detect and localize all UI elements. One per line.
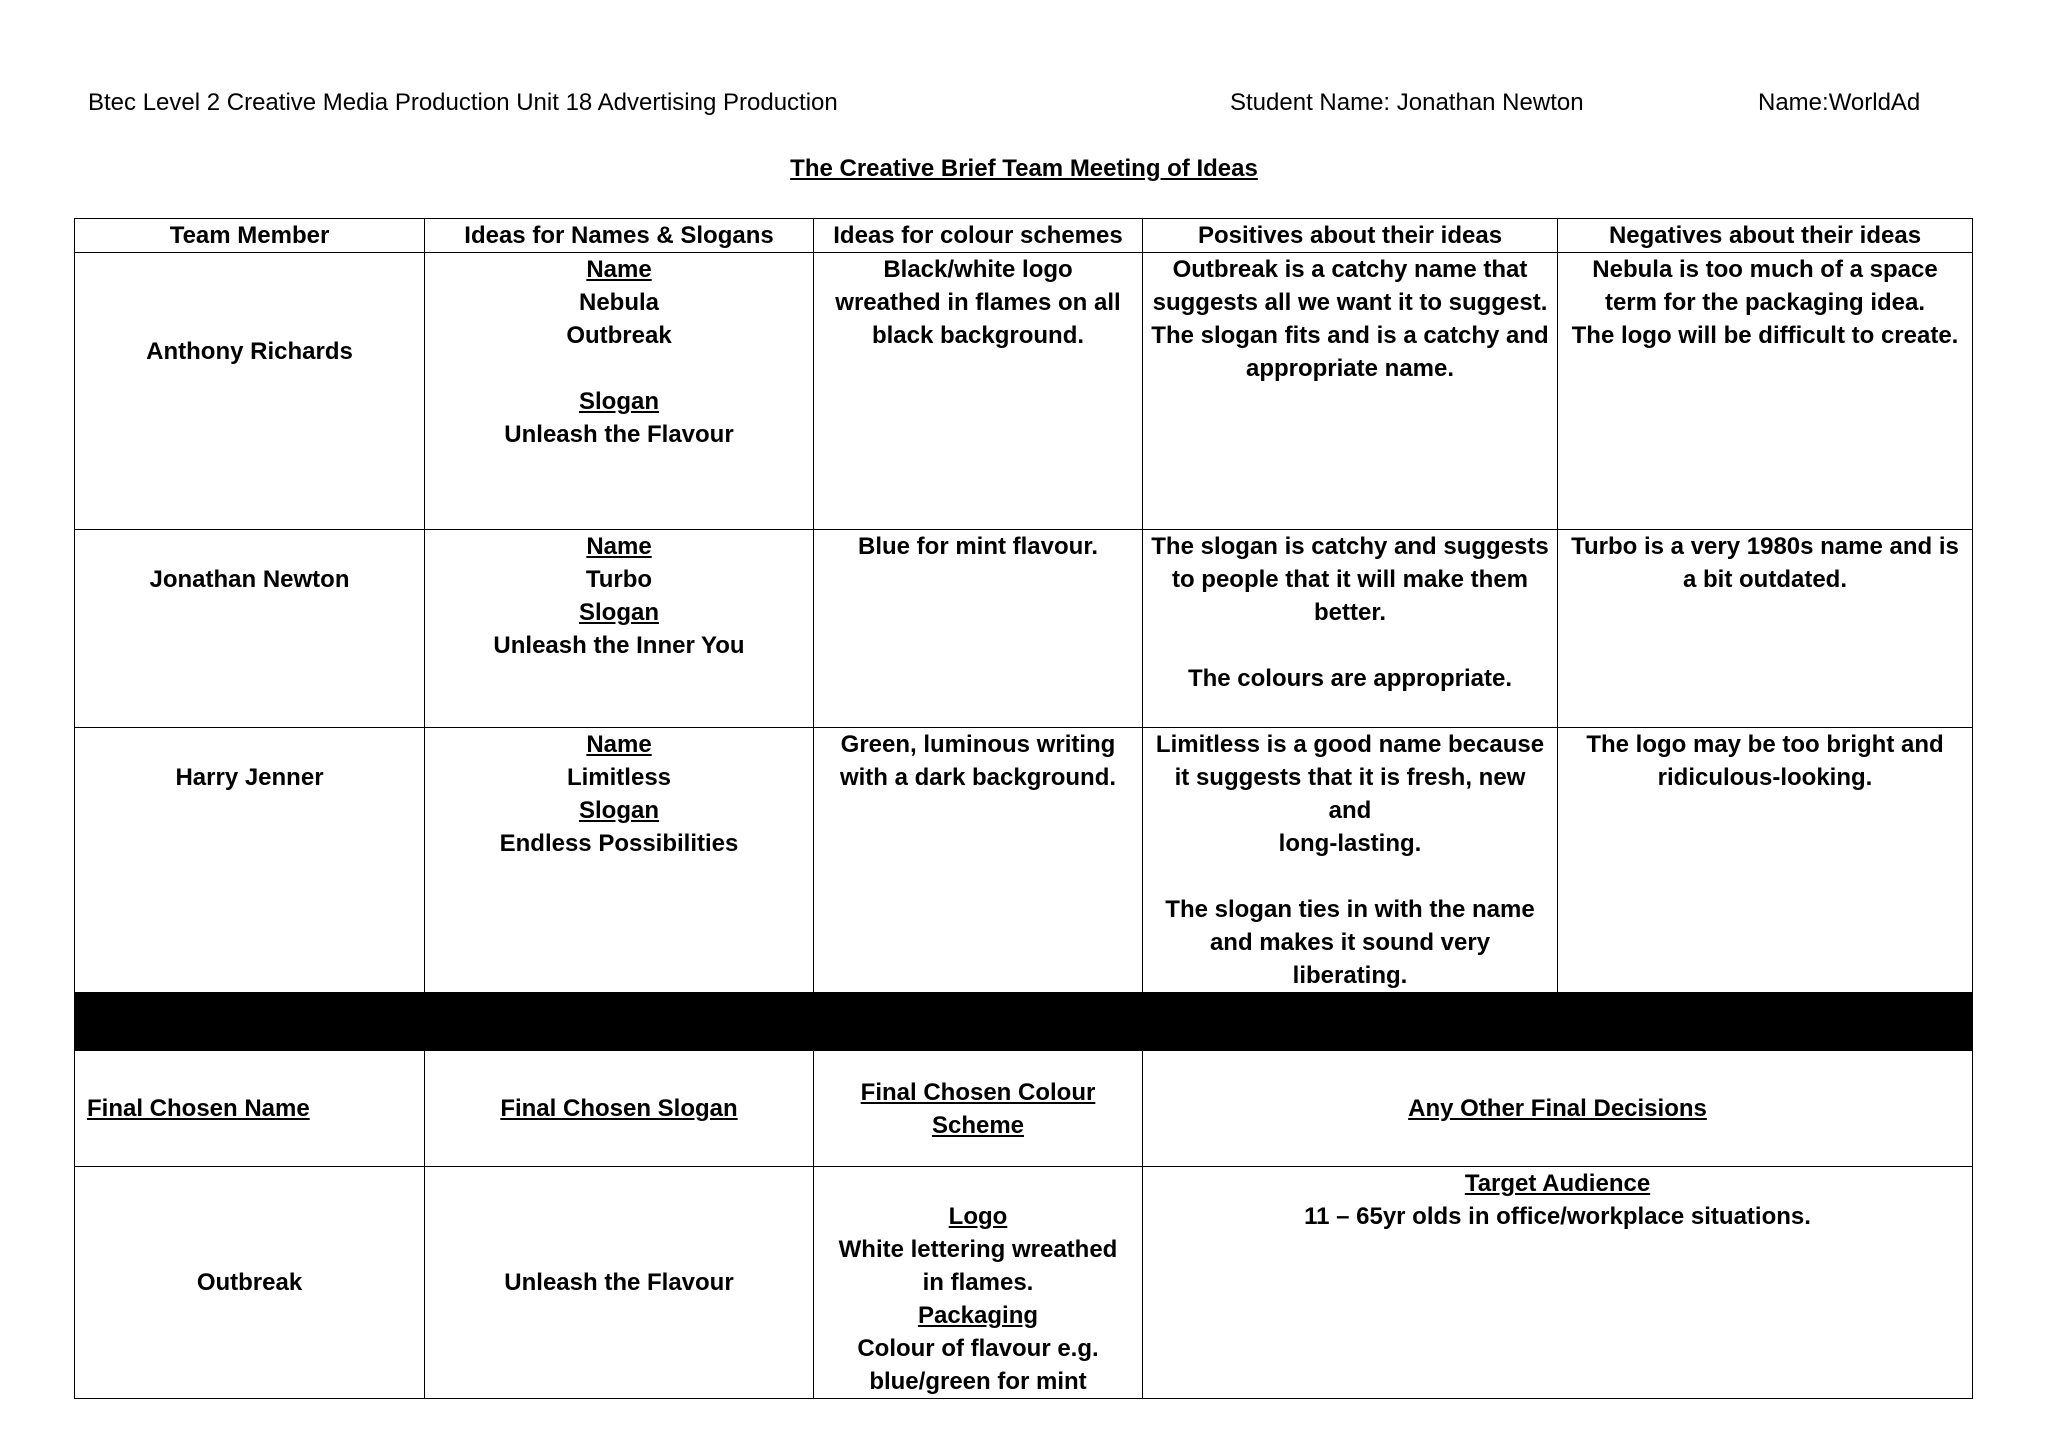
column-header-positives: Positives about their ideas: [1143, 219, 1558, 253]
separator-cell: [75, 993, 1973, 1051]
team-member-name: Harry Jenner: [175, 764, 324, 791]
final-colour-header-line: Scheme: [931, 1111, 1025, 1139]
positives-line: to people that it will make them: [1171, 566, 1529, 593]
colour-line: black background.: [871, 322, 1085, 349]
team-member-cell: [75, 728, 425, 993]
logo-line: White lettering wreathed: [838, 1236, 1118, 1263]
negatives-line: The logo will be difficult to create.: [1571, 322, 1959, 349]
slogan-label: Slogan: [578, 797, 659, 824]
negatives-cell: [1558, 530, 1973, 728]
name-idea: Outbreak: [566, 322, 672, 349]
slogan-idea: Endless Possibilities: [499, 830, 739, 857]
positives-line: better.: [1313, 599, 1387, 626]
colour-line: with a dark background.: [839, 764, 1117, 791]
slogan-idea: Unleash the Flavour: [504, 421, 734, 448]
final-colour-value: [814, 1167, 1143, 1399]
colour-line: wreathed in flames on all: [835, 289, 1121, 316]
name-label: Name: [586, 533, 652, 560]
final-colour-header: [814, 1051, 1143, 1167]
name-label: Name: [586, 731, 652, 758]
negatives-line: Nebula is too much of a space: [1592, 256, 1938, 283]
names-slogans-cell: [425, 253, 814, 530]
positives-line: Limitless is a good name because: [1155, 731, 1545, 758]
negatives-cell: [1558, 253, 1973, 530]
final-name-value: Outbreak: [75, 1167, 425, 1399]
table-header-row: [75, 219, 1973, 253]
name-idea: Limitless: [566, 764, 672, 791]
team-member-name: Jonathan Newton: [149, 566, 350, 593]
negatives-line: Turbo is a very 1980s name and is: [1571, 533, 1959, 560]
final-slogan-header: Final Chosen Slogan: [425, 1051, 814, 1167]
positives-line: suggests all we want it to suggest.: [1152, 289, 1548, 316]
table-row: [75, 728, 1973, 993]
positives-line: The slogan ties in with the name: [1165, 896, 1535, 923]
negatives-line: The logo may be too bright and: [1586, 731, 1944, 758]
table-row: [75, 253, 1973, 530]
final-header-row: [75, 1051, 1973, 1167]
project-name: Name:WorldAd: [1758, 89, 1921, 116]
spacer: [433, 352, 805, 385]
column-header-negatives: Negatives about their ideas: [1558, 219, 1973, 253]
names-slogans-cell: [425, 530, 814, 728]
spacer: [1151, 629, 1549, 662]
colour-cell: [814, 728, 1143, 993]
positives-line: long-lasting.: [1278, 830, 1422, 857]
slogan-label: Slogan: [578, 599, 659, 626]
separator-bar: [75, 993, 1973, 1051]
negatives-line: a bit outdated.: [1683, 566, 1847, 593]
final-values-row: [75, 1167, 1973, 1399]
target-audience-label: Target Audience: [1464, 1170, 1651, 1197]
final-colour-header-line: Final Chosen Colour: [860, 1078, 1096, 1106]
positives-line: and makes it sound very: [1209, 929, 1491, 956]
course-title: Btec Level 2 Creative Media Production Unit 18 Advertising Production: [88, 89, 838, 116]
column-header-names-slogans: Ideas for Names & Slogans: [425, 219, 814, 253]
column-header-colour-schemes: Ideas for colour schemes: [814, 219, 1143, 253]
final-name-header: Final Chosen Name: [75, 1051, 425, 1167]
colour-line: Blue for mint flavour.: [857, 533, 1099, 560]
colour-cell: [814, 530, 1143, 728]
final-slogan-value: Unleash the Flavour: [425, 1167, 814, 1399]
name-idea: Nebula: [578, 289, 659, 316]
slogan-idea: Unleash the Inner You: [493, 632, 745, 659]
colour-line: Green, luminous writing: [840, 731, 1116, 758]
spacer: [1151, 860, 1549, 893]
logo-line: in flames.: [922, 1269, 1034, 1296]
team-member-cell: [75, 253, 425, 530]
positives-line: appropriate name.: [1245, 355, 1455, 382]
document-title: The Creative Brief Team Meeting of Ideas: [790, 155, 1258, 182]
colour-line: Black/white logo: [883, 256, 1073, 283]
final-other-value: [1143, 1167, 1973, 1399]
positives-line: Outbreak is a catchy name that: [1172, 256, 1528, 283]
final-other-header: Any Other Final Decisions: [1143, 1051, 1973, 1167]
column-header-team-member: Team Member: [75, 219, 425, 253]
colour-cell: [814, 253, 1143, 530]
logo-label: Logo: [948, 1203, 1008, 1230]
negatives-line: ridiculous-looking.: [1657, 764, 1873, 791]
team-member-name: Anthony Richards: [146, 337, 353, 365]
ideas-table: [74, 218, 1973, 1399]
slogan-label: Slogan: [578, 388, 659, 415]
positives-line: it suggests that it is fresh, new and: [1174, 764, 1526, 824]
positives-line: The slogan fits and is a catchy and: [1151, 322, 1549, 349]
spacer: [822, 1167, 1134, 1200]
positives-cell: [1143, 728, 1558, 993]
packaging-label: Packaging: [917, 1302, 1039, 1329]
team-member-cell: [75, 530, 425, 728]
positives-line: liberating.: [1292, 962, 1408, 989]
name-idea: Turbo: [585, 566, 653, 593]
student-name: Student Name: Jonathan Newton: [1230, 89, 1584, 116]
target-audience-value: 11 – 65yr olds in office/workplace situations.: [1304, 1203, 1811, 1230]
packaging-line: blue/green for mint: [869, 1368, 1087, 1395]
positives-cell: [1143, 530, 1558, 728]
packaging-line: Colour of flavour e.g.: [857, 1335, 1099, 1362]
table-row: [75, 530, 1973, 728]
name-label: Name: [586, 256, 652, 283]
names-slogans-cell: [425, 728, 814, 993]
positives-cell: [1143, 253, 1558, 530]
negatives-line: term for the packaging idea.: [1604, 289, 1926, 316]
positives-line: The colours are appropriate.: [1187, 665, 1513, 692]
positives-line: The slogan is catchy and suggests: [1151, 533, 1549, 560]
negatives-cell: [1558, 728, 1973, 993]
